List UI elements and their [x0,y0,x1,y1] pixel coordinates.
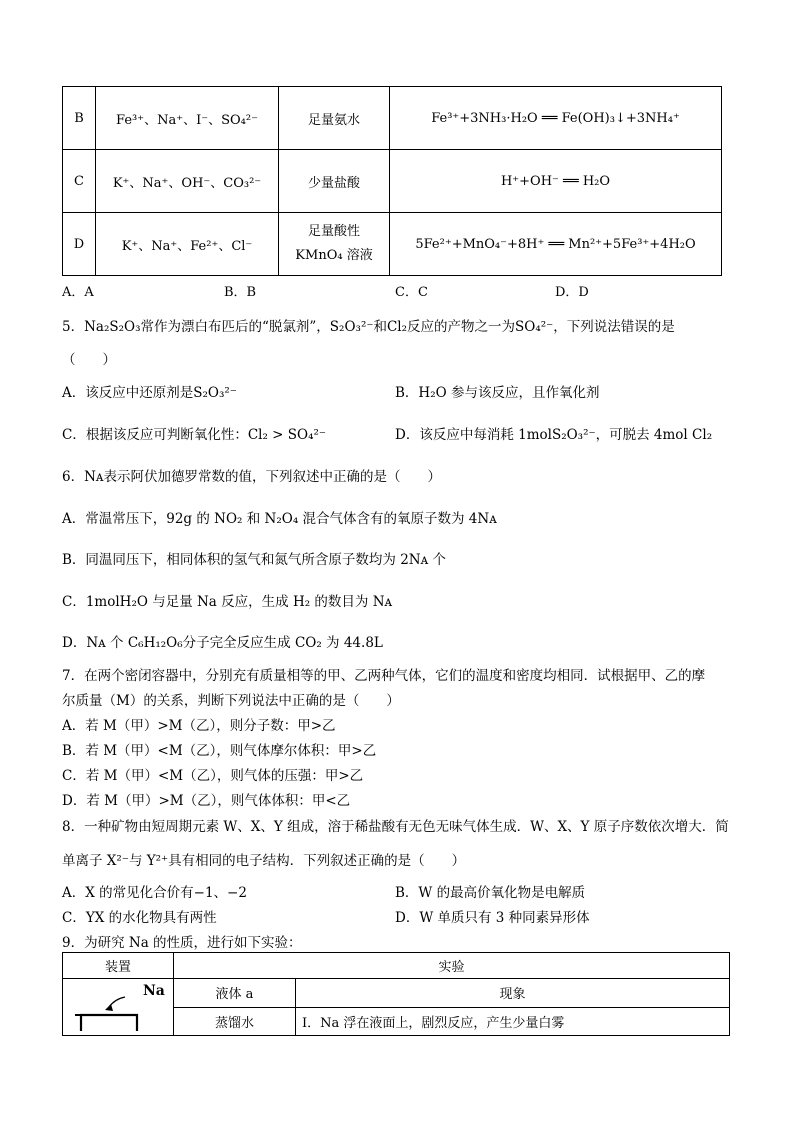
q7-stem-line1: 7．在两个密闭容器中，分别充有质量相等的甲、乙两种气体，它们的温度和密度均相同．试根据甲、乙的摩 [62,668,706,684]
phenomenon-value: Ⅰ．Na 浮在液面上，剧烈反应，产生少量白雾 [296,1007,730,1036]
subheader-liquid: 液体 a [174,979,296,1008]
q8-option-a[interactable]: A．X 的常见化合价有−1、−2 [62,885,247,901]
q8-stem-line2: 单离子 X²⁻与 Y²⁺具有相同的电子结构．下列叙述正确的是（ ） [62,853,466,869]
row-label: C [63,150,96,213]
row-label: B [63,87,96,150]
sodium-label: Na [143,983,165,999]
ionic-equation: H⁺+OH⁻ ══ H₂O [390,150,722,213]
q5-option-b[interactable]: B．H₂O 参与该反应，且作氧化剂 [395,385,600,401]
table-row [63,213,722,276]
q7-stem-line2: 尔质量（M）的关系，判断下列说法中正确的是（ ） [62,693,400,709]
header-device: 装置 [63,953,174,979]
q7-option-a[interactable]: A．若 M（甲）>M（乙），则分子数：甲>乙 [62,718,336,734]
row-label: D [63,213,96,276]
option-a[interactable]: A．A [62,285,94,300]
q6-option-d[interactable]: D．Nᴀ 个 C₆H₁₂O₆分子完全反应生成 CO₂ 为 44.8L [62,635,383,651]
reagent: 足量酸性 KMnO₄ 溶液 [279,213,390,276]
table-header-row [63,953,730,979]
table-row [63,150,722,213]
q6-option-a[interactable]: A．常温常压下，92g 的 NO₂ 和 N₂O₄ 混合气体含有的氧原子数为 4Nᴀ [62,511,497,527]
q5-option-c[interactable]: C．根据该反应可判断氧化性：Cl₂ > SO₄²⁻ [62,427,327,443]
q9-stem: 9．为研究 Na 的性质，进行如下实验： [62,935,302,951]
q8-stem-line1: 8．一种矿物由短周期元素 W、X、Y 组成，溶于稀盐酸有无色无味气体生成．W、X、Y 原子序数依次增大．简 [62,819,729,835]
reagent: 少量盐酸 [279,150,390,213]
table-row [63,87,722,150]
q8-option-c[interactable]: C．YX 的水化物具有两性 [62,910,217,926]
q6-stem: 6．Nᴀ表示阿伏加德罗常数的值，下列叙述中正确的是（ ） [62,469,442,485]
q5-paren: （ ） [62,352,116,368]
q8-option-d[interactable]: D．W 单质只有 3 种同素异形体 [395,910,590,926]
q8-option-b[interactable]: B．W 的最高价氧化物是电解质 [395,885,586,901]
q6-option-b[interactable]: B．同温同压下，相同体积的氢气和氮气所含原子数均为 2Nᴀ 个 [62,552,447,568]
ion-group: Fe³⁺、Na⁺、I⁻、SO₄²⁻ [96,87,279,150]
q7-option-d[interactable]: D．若 M（甲）>M（乙），则气体体积：甲<乙 [62,793,351,809]
ionic-equation: 5Fe²⁺+MnO₄⁻+8H⁺ ══ Mn²⁺+5Fe³⁺+4H₂O [390,213,722,276]
ionic-equation: Fe³⁺+3NH₃·H₂O ══ Fe(OH)₃↓+3NH₄⁺ [390,87,722,150]
q6-option-c[interactable]: C．1molH₂O 与足量 Na 反应，生成 H₂ 的数目为 Nᴀ [62,594,393,610]
ion-group: K⁺、Na⁺、OH⁻、CO₃²⁻ [96,150,279,213]
reagent: 足量氨水 [279,87,390,150]
ion-group: K⁺、Na⁺、Fe²⁺、Cl⁻ [96,213,279,276]
q5-option-d[interactable]: D．该反应中每消耗 1molS₂O₃²⁻，可脱去 4mol Cl₂ [395,427,713,443]
liquid-value: 蒸馏水 [174,1007,296,1036]
table-subheader-row [63,979,730,1008]
q5-stem: 5．Na₂S₂O₃常作为漂白布匹后的“脱氯剂”，S₂O₃²⁻和Cl₂反应的产物之一为SO₄²⁻，下列说法错误的是 [62,319,675,335]
device-diagram [63,979,174,1036]
option-b[interactable]: B．B [224,285,257,300]
na-experiment-table [62,952,730,1036]
q5-option-a[interactable]: A．该反应中还原剂是S₂O₃²⁻ [62,385,237,401]
header-experiment: 实验 [174,953,730,979]
q7-option-c[interactable]: C．若 M（甲）<M（乙），则气体的压强：甲>乙 [62,768,364,784]
subheader-phenomenon: 现象 [296,979,730,1008]
option-d[interactable]: D．D [555,285,589,300]
q7-option-b[interactable]: B．若 M（甲）<M（乙），则气体摩尔体积：甲>乙 [62,743,377,759]
ion-reaction-table [62,86,722,276]
option-c[interactable]: C．C [395,285,428,300]
